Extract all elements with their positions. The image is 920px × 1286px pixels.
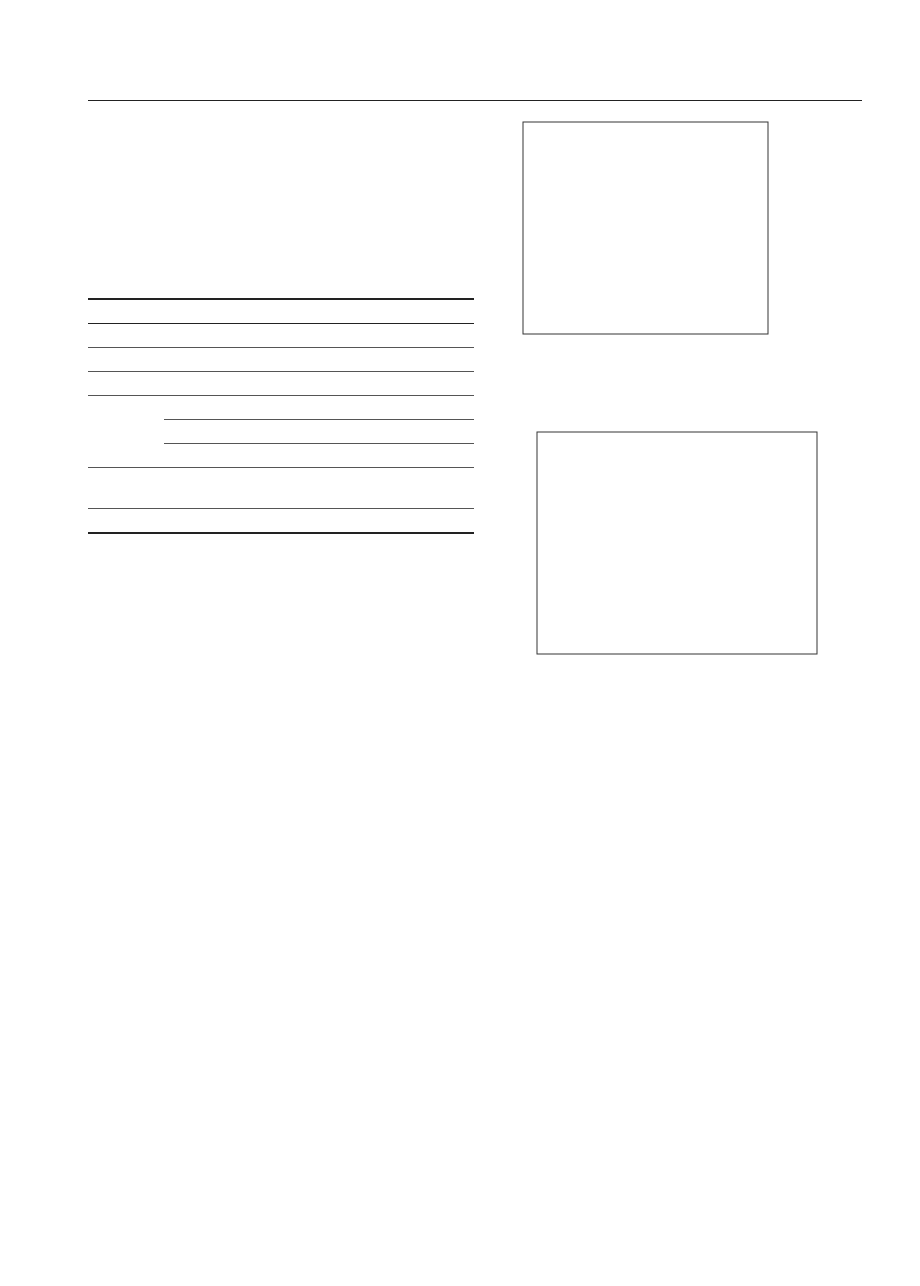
header-req (267, 299, 370, 324)
cell-freeze-group (88, 396, 164, 468)
cell-item (164, 396, 267, 420)
cell-res (371, 372, 474, 396)
cell-res (371, 420, 474, 444)
cell-item (88, 324, 267, 348)
table1 (88, 298, 474, 534)
cell-res (371, 348, 474, 372)
cell-item (88, 509, 267, 534)
cell-req (267, 372, 370, 396)
table-row (88, 348, 474, 372)
cell-item (88, 372, 267, 396)
table-row (88, 509, 474, 534)
table-row (88, 468, 474, 509)
cell-item (88, 468, 267, 509)
cell-req (267, 396, 370, 420)
cell-req (267, 348, 370, 372)
dsc-chart (495, 410, 875, 695)
header-item (88, 299, 267, 324)
cell-res (371, 468, 474, 509)
xrd-chart (495, 118, 875, 388)
cell-item (88, 348, 267, 372)
cell-req (267, 509, 370, 534)
cell-res (371, 444, 474, 468)
cell-res (371, 396, 474, 420)
cell-item (164, 444, 267, 468)
table-row (88, 372, 474, 396)
cell-req (267, 468, 370, 509)
cell-res (371, 324, 474, 348)
header-rule (88, 100, 862, 101)
table-row (88, 324, 474, 348)
cell-req (267, 444, 370, 468)
cell-item (164, 420, 267, 444)
cell-res (371, 509, 474, 534)
cell-req (267, 420, 370, 444)
cell-req (267, 324, 370, 348)
table-row (88, 396, 474, 420)
header-res (371, 299, 474, 324)
table-header-row (88, 299, 474, 324)
